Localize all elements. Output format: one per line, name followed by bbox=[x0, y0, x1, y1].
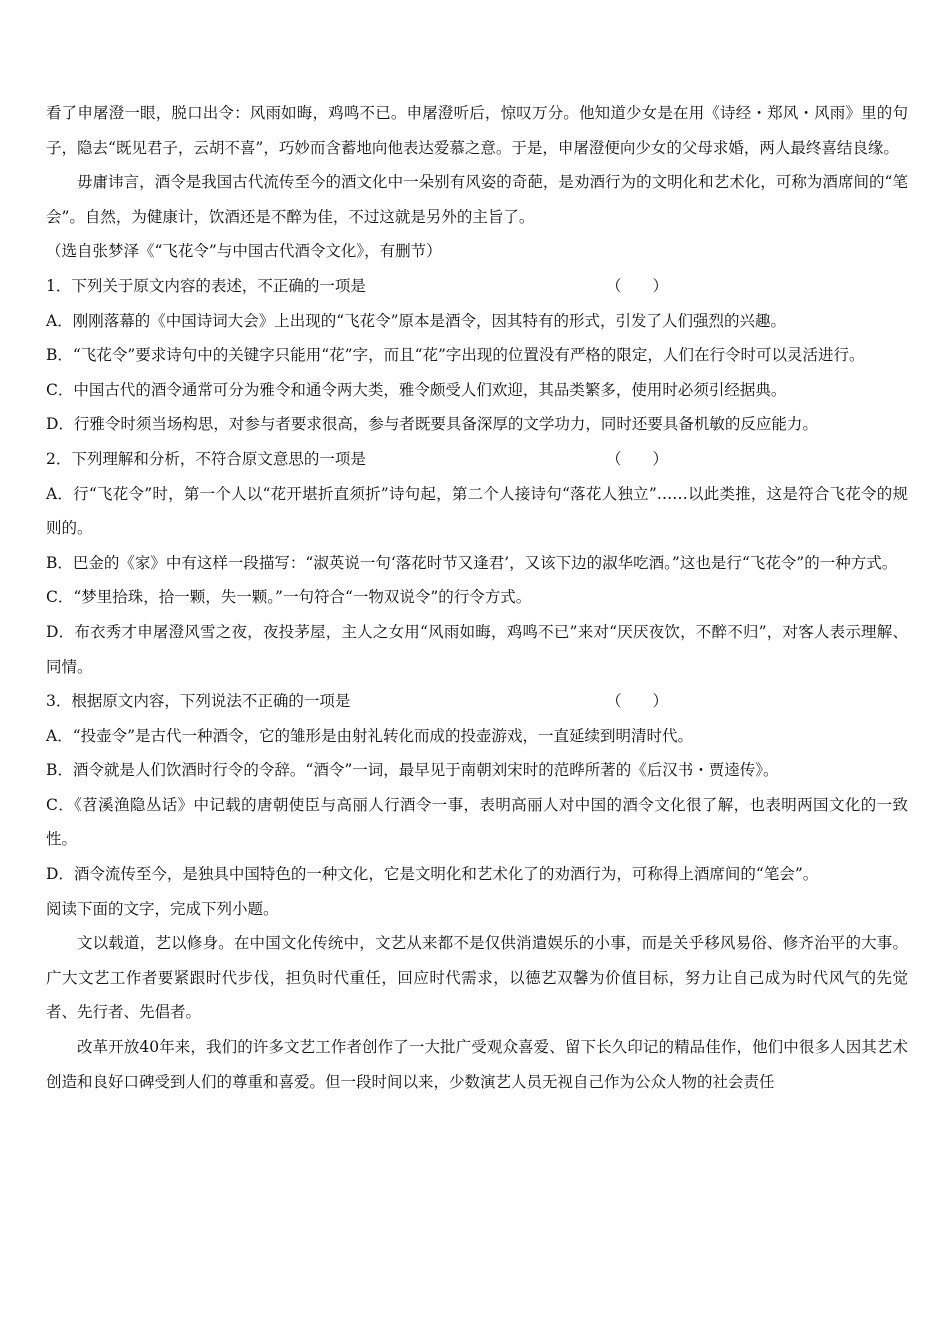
question-2-option-b: B．巴金的《家》中有这样一段描写：“淑英说一句‘落花时节又逢君’，又该下边的淑华吃酒。”这也是行“飞花令”的一种方式。 bbox=[46, 553, 898, 572]
question-1-blank: （ ） bbox=[605, 276, 668, 295]
question-1-option-c: C．中国古代的酒令通常可分为雅令和通令两大类，雅令颇受人们欢迎，其品类繁多，使用时必须引经据典。 bbox=[46, 380, 787, 399]
question-2-option-c: C．“梦里拾珠，拾一颗，失一颗。”一句符合“一物双说令”的行令方式。 bbox=[46, 588, 532, 607]
passage1-paragraph-2: 毋庸讳言，酒令是我国古代流传至今的酒文化中一朵别有风姿的奇葩，是劝酒行为的文明化和艺术化，可称为酒席间的“笔会”。自然，为健康计，饮酒还是不醉为佳，不过这就是另外的主旨了。 bbox=[46, 173, 908, 226]
question-1-stem bbox=[46, 269, 908, 304]
question-3-option-b: B．酒令就是人们饮酒时行令的令辞。“酒令”一词，最早见于南朝刘宋时的范晔所著的《后汉书・贾逵传》。 bbox=[46, 761, 779, 780]
question-2-blank: （ ） bbox=[605, 449, 668, 468]
passage1-paragraph-1: 看了申屠澄一眼，脱口出令：风雨如晦，鸡鸣不已。申屠澄听后，惊叹万分。他知道少女是在用《诗经・郑风・风雨》里的句子，隐去“既见君子，云胡不喜”，巧妙而含蓄地向他表达爱慕之意。于是，申屠澄便向少女的父母求婚，两人最终喜结良缘。 bbox=[46, 104, 908, 157]
question-1-option-b: B．“飞花令”要求诗句中的关键字只能用“花”字，而且“花”字出现的位置没有严格的限定，人们在行令时可以灵活进行。 bbox=[46, 346, 865, 365]
question-3-blank: （ ） bbox=[605, 692, 668, 711]
question-2-option-a: A．行“飞花令”时，第一个人以“花开堪折直须折”诗句起，第二个人接诗句“落花人独立”……以此类推，这是符合飞花令的规则的。 bbox=[46, 484, 908, 538]
question-3-option-c: C．《苕溪渔隐丛话》中记载的唐朝使臣与高丽人行酒令一事，表明高丽人对中国的酒令文化很了解，也表明两国文化的一致性。 bbox=[46, 795, 908, 849]
question-2-option-d: D．布衣秀才申屠澄风雪之夜，夜投茅屋，主人之女用“风雨如晦，鸡鸣不已”来对“厌厌夜饮，不醉不归”，对客人表示理解、同情。 bbox=[46, 622, 908, 676]
question-3-option-a: A．“投壶令”是古代一种酒令，它的雏形是由射礼转化而成的投壶游戏，一直延续到明清时代。 bbox=[46, 726, 694, 745]
passage2-intro: 阅读下面的文字，完成下列小题。 bbox=[46, 899, 279, 918]
question-1-text: 1．下列关于原文内容的表述，不正确的一项是 bbox=[46, 276, 366, 295]
question-2-stem bbox=[46, 442, 908, 477]
passage2-paragraph-1: 文以载道，艺以修身。在中国文化传统中，文艺从来都不是仅供消遣娱乐的小事，而是关乎移风易俗、修齐治平的大事。广大文艺工作者要紧跟时代步伐，担负时代重任，回应时代需求，以德艺双馨为价值目标，努力让自己成为时代风气的先觉者、先行者、先倡者。 bbox=[46, 934, 908, 1022]
question-1-option-d: D．行雅令时须当场构思，对参与者要求很高，参与者既要具备深厚的文学功力，同时还要具备机敏的反应能力。 bbox=[46, 415, 818, 434]
question-3-stem bbox=[46, 684, 908, 719]
question-3-text: 3．根据原文内容，下列说法不正确的一项是 bbox=[46, 692, 351, 711]
question-1-option-a: A．刚刚落幕的《中国诗词大会》上出现的“飞花令”原本是酒令，因其特有的形式，引发了人们强烈的兴趣。 bbox=[46, 311, 787, 330]
document-page bbox=[46, 96, 908, 1099]
passage1-source: （选自张梦泽《“飞花令”与中国古代酒令文化》，有删节） bbox=[46, 242, 442, 261]
passage2-paragraph-2: 改革开放40年来，我们的许多文艺工作者创作了一大批广受观众喜爱、留下长久印记的精品佳作，他们中很多人因其艺术创造和良好口碑受到人们的尊重和喜爱。但一段时间以来，少数演艺人员无视自己作为公众人物的社会责任 bbox=[46, 1038, 908, 1091]
question-2-text: 2．下列理解和分析，不符合原文意思的一项是 bbox=[46, 449, 366, 468]
question-3-option-d: D．酒令流传至今，是独具中国特色的一种文化，它是文明化和艺术化了的劝酒行为，可称得上酒席间的“笔会”。 bbox=[46, 865, 819, 884]
